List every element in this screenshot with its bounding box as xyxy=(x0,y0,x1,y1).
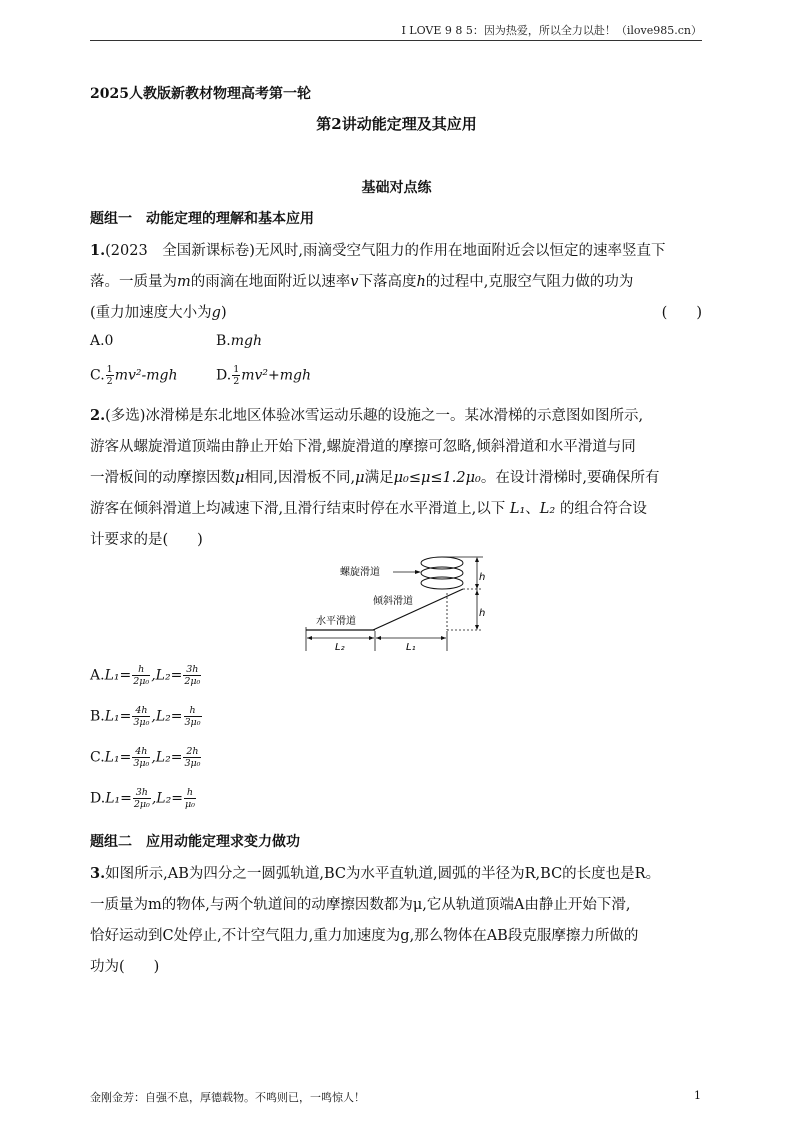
q1-option-d xyxy=(216,364,311,387)
ice-slide-figure xyxy=(305,553,495,655)
footer-motto: 金刚金芳：自强不息，厚德载物。不鸣则已，一鸣惊人！ xyxy=(90,1091,365,1104)
fraction-denominator: μ₀ xyxy=(184,799,195,810)
l2-equals: ,L₂= xyxy=(151,749,183,766)
fraction-denominator: 3μ₀ xyxy=(133,758,150,769)
q2-text-3a: 一滑板间的动摩擦因数 xyxy=(90,470,235,486)
answer-blank: ( ) xyxy=(661,305,702,321)
spiral-label: 螺旋滑道 xyxy=(340,567,380,578)
option-label: B. xyxy=(216,333,231,349)
option-label: B. xyxy=(90,708,105,725)
fraction-numerator: h xyxy=(184,705,202,717)
fraction xyxy=(133,787,151,810)
fraction-denominator: 2μ₀ xyxy=(184,676,201,687)
fraction-denominator: 2μ₀ xyxy=(133,676,150,687)
q3-line-2: 一质量为m的物体,与两个轨道间的动摩擦因数都为μ,它从轨道顶端A由静止开始下滑, xyxy=(90,897,631,913)
fraction xyxy=(183,664,201,687)
fraction-denominator: 3μ₀ xyxy=(133,717,150,728)
q2-option-b xyxy=(90,705,203,728)
option-label: A. xyxy=(90,667,105,684)
l1-equals: L₁= xyxy=(104,667,132,684)
option-expr: mv²+mgh xyxy=(241,367,312,384)
var-g: g xyxy=(211,305,221,321)
fraction-numerator: 4h xyxy=(132,746,150,758)
lecture-title: 第2讲动能定理及其应用 xyxy=(316,115,477,133)
arrow-head xyxy=(475,590,479,595)
l1-equals: L₁= xyxy=(104,749,132,766)
horizontal-label: 水平滑道 xyxy=(316,616,356,627)
q2-number: 2. xyxy=(90,407,106,424)
l2-equals: ,L₂= xyxy=(151,708,183,725)
q3-line-1 xyxy=(90,862,702,883)
q2-option-a xyxy=(90,664,202,687)
var-m: m xyxy=(177,274,191,290)
fraction xyxy=(184,787,196,810)
fraction xyxy=(132,705,150,728)
option-label: D. xyxy=(216,367,232,384)
incline-label: 倾斜滑道 xyxy=(373,596,413,607)
var-l2: L₂ xyxy=(539,501,556,517)
q2-text-3c: 满足 xyxy=(364,470,394,486)
q2-text-1: 冰滑梯是东北地区体验冰雪运动乐趣的设施之一。某冰滑梯的示意图如图所示, xyxy=(145,408,644,424)
q1-text-2d: 的过程中,克服空气阻力做的功为 xyxy=(425,274,634,290)
q2-line-2: 游客从螺旋滑道顶端由静止开始下滑,螺旋滑道的摩擦可忽略,倾斜滑道和水平滑道与同 xyxy=(90,439,636,455)
q1-option-b xyxy=(216,333,262,349)
fraction-numerator: 3h xyxy=(133,787,151,799)
section-title: 基础对点练 xyxy=(361,180,432,196)
fraction-numerator: 3h xyxy=(183,664,201,676)
q2-text-4b: 的组合符合设 xyxy=(559,501,647,517)
L1-label: L₁ xyxy=(406,642,416,653)
q3-text-1: 如图所示,AB为四分之一圆弧轨道,BC为水平直轨道,圆弧的半径为R,BC的长度也是R。 xyxy=(105,866,661,882)
arrow-head xyxy=(415,570,421,574)
option-expr: mv²-mgh xyxy=(114,367,178,384)
group-heading-2: 题组二 应用动能定理求变力做功 xyxy=(90,834,300,850)
q3-line-3: 恰好运动到C处停止,不计空气阻力,重力加速度为g,那么物体在AB段克服摩擦力所做的 xyxy=(90,928,639,944)
q2-line-1 xyxy=(90,404,702,425)
arrow-head xyxy=(369,636,374,640)
var-l1: L₁ xyxy=(509,501,526,517)
fraction xyxy=(184,705,202,728)
fraction-numerator: 1 xyxy=(106,364,113,375)
var-mu: μ xyxy=(235,470,245,486)
arrow-head xyxy=(475,584,479,589)
fraction xyxy=(106,364,114,387)
fraction xyxy=(183,746,201,769)
var-v: v xyxy=(350,274,359,290)
mu-range: μ₀≤μ≤1.2μ₀ xyxy=(393,470,481,486)
group-heading-1: 题组一 动能定理的理解和基本应用 xyxy=(90,211,314,227)
L2-label: L₂ xyxy=(335,642,345,653)
arrow-head xyxy=(376,636,381,640)
q2-text-4: 游客在倾斜滑道上均减速下滑,且滑行结束时停在水平滑道上,以下 xyxy=(90,501,506,517)
q2-line-5: 计要求的是( ) xyxy=(90,532,203,548)
q1-text-3b: ) xyxy=(220,305,227,321)
q3-number: 3. xyxy=(90,865,106,882)
fraction xyxy=(132,664,150,687)
l2-equals: ,L₂= xyxy=(151,667,183,684)
fraction-denominator: 2μ₀ xyxy=(133,799,150,810)
page-number: 1 xyxy=(694,1089,701,1102)
var-h: h xyxy=(416,274,426,290)
q1-text-3a: (重力加速度大小为 xyxy=(90,305,212,321)
var-mu: μ xyxy=(355,470,365,486)
fraction-numerator: h xyxy=(132,664,150,676)
separator: 、 xyxy=(525,501,540,517)
fraction-denominator: 2 xyxy=(106,376,113,387)
fraction xyxy=(232,364,240,387)
arrow-head xyxy=(441,636,446,640)
q1-option-c xyxy=(90,364,178,387)
fraction-numerator: 2h xyxy=(183,746,201,758)
q1-number: 1. xyxy=(90,242,106,259)
fraction-denominator: 3μ₀ xyxy=(184,758,201,769)
l1-equals: L₁= xyxy=(104,708,132,725)
height-label-h-bottom: h xyxy=(479,608,486,619)
arrow-head xyxy=(307,636,312,640)
option-expr: mgh xyxy=(230,333,263,349)
fraction-denominator: 2 xyxy=(233,376,240,387)
series-title: 2025人教版新教材物理高考第一轮 xyxy=(90,86,311,102)
option-label: C. xyxy=(90,367,105,384)
option-label: D. xyxy=(90,790,106,807)
q1-line-1 xyxy=(90,239,702,260)
arrow-head xyxy=(475,625,479,630)
q1-text-1: 无风时,雨滴受空气阻力的作用在地面附近会以恒定的速率竖直下 xyxy=(254,243,666,259)
l2-equals: ,L₂= xyxy=(151,790,183,807)
fraction-numerator: 4h xyxy=(132,705,150,717)
l1-equals: L₁= xyxy=(105,790,132,807)
fraction-numerator: 1 xyxy=(233,364,240,375)
option-label: C. xyxy=(90,749,105,766)
height-label-h-top: h xyxy=(479,572,486,583)
q3-line-4: 功为( ) xyxy=(90,959,160,975)
q2-option-d xyxy=(90,787,197,810)
fraction-denominator: 3μ₀ xyxy=(184,717,201,728)
q2-tag: (多选) xyxy=(105,408,146,424)
fraction-numerator: h xyxy=(184,787,196,799)
q1-line-3 xyxy=(90,301,702,322)
arrow-head xyxy=(475,557,479,562)
q1-source: (2023 全国新课标卷) xyxy=(105,243,255,259)
q1-option-a: A.0 xyxy=(90,333,114,349)
q2-line-4 xyxy=(90,497,702,518)
q2-line-3 xyxy=(90,466,702,487)
page-header: I LOVE 9 8 5：因为热爱，所以全力以赴！（ilove985.cn） xyxy=(401,24,702,37)
q2-text-3d: 。在设计滑梯时,要确保所有 xyxy=(480,470,660,486)
q2-text-3b: 相同,因滑板不同, xyxy=(244,470,356,486)
q1-text-2b: 的雨滴在地面附近以速率 xyxy=(190,274,351,290)
fraction xyxy=(132,746,150,769)
q1-text-2c: 下落高度 xyxy=(358,274,417,290)
q1-text-2a: 落。一质量为 xyxy=(90,274,177,290)
q1-line-2 xyxy=(90,270,702,291)
header-rule xyxy=(90,40,702,41)
q2-option-c xyxy=(90,746,202,769)
